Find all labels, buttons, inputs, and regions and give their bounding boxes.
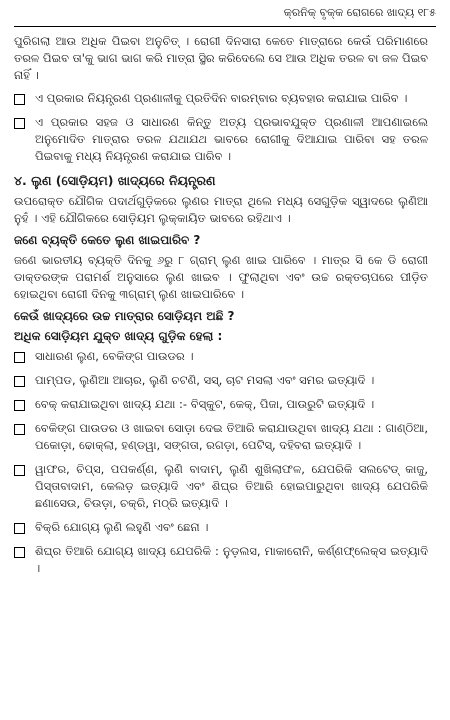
section-heading: ୪. ଲୁଣ (ସୋଡ଼ିୟମ) ଖାଦ୍ୟରେ ନିୟନ୍ତ୍ରଣ [14, 173, 216, 188]
list-item-text: ବେକ୍ କରାଯାଇଥିବା ଖାଦ୍ୟ ଯଥା :- ବିସ୍କୁଟ, କେକ୍, ପିଜା, ପାଉରୁଟି ଇତ୍ୟାଦି । [35, 397, 375, 411]
intro-paragraph: ପୁରିଗଲା ଆଉ ଅଧିକ ପିଇବା ଅନୁଚିତ୍ । ରୋଗୀ ଦିନସାରା କେତେ ମାତ୍ରାରେ କେଉଁ ପରିମାଣରେ ତରଳ ପିଇବ ତା'କୁ ଭାଗ ଭାଗ କରି ମାତ୍ରା ସ୍ଥିର କରିଦେଲେ ସେ ଆଉ ଅଧିକ ତରଳ ବା ଜଳ ପିଇବ ନାହିଁ । [14, 34, 428, 82]
checkbox-square-icon [14, 400, 25, 411]
list-item-text: ଏ ପ୍ରକାର ସହଜ ଓ ସାଧାରଣ କିନ୍ତୁ ଅତ୍ୟ ପ୍ରଭାବଯୁକ୍ତ ପ୍ରଣାଳୀ ଆପଣାଇଲେ ଅନୁମୋଦିତ ମାତ୍ରାର ତରଳ ଯଥାଯଥ ଭାବରେ ରୋଗୀକୁ ଦିଆଯାଇ ପାରିବା ସହ ତରଳ ପିଇବାକୁ ମଧ୍ୟ ନିୟନ୍ତ୍ରଣ କରାଯାଇ ପାରିବ । [35, 115, 428, 163]
list-item-text: ଶିଘ୍ର ତିଆରି ଯୋଗ୍ୟ ଖାଦ୍ୟ ଯେପରିକି : ନୁଡ଼ଲସ, ମାକାରୋନି, କର୍ଣ୍ଣଫ୍ଲେକ୍ସ ଇତ୍ୟାଦି । [35, 544, 428, 575]
list-item [14, 348, 428, 365]
list-item-text: ବିକ୍ରି ଯୋଗ୍ୟ ଲୁଣି ଲହୁଣି ଏବଂ ଛେନା । [35, 520, 209, 534]
list-item [14, 519, 428, 536]
list-item [14, 396, 428, 413]
list-heading: ଅଧିକ ସୋଡ଼ିୟମ ଯୁକ୍ତ ଖାଦ୍ୟ ଗୁଡ଼ିକ ହେଲା : [14, 329, 223, 343]
list-item [14, 372, 428, 389]
checkbox-square-icon [14, 352, 25, 363]
list-item [14, 461, 428, 512]
checkbox-square-icon [14, 523, 25, 534]
subsection-heading: କେଉଁ ଖାଦ୍ୟରେ ଉଚ୍ଚ ମାତ୍ରାର ସୋଡ଼ିୟମ ଅଛି ? [14, 309, 235, 323]
checkbox-square-icon [14, 94, 25, 105]
subsection-heading: ଜଣେ ବ୍ୟକ୍ତି କେତେ ଲୁଣ ଖାଇପାରିବ ? [14, 233, 201, 247]
checkbox-square-icon [14, 376, 25, 387]
checkbox-square-icon [14, 118, 25, 129]
checkbox-square-icon [14, 547, 25, 558]
checkbox-square-icon [14, 465, 25, 476]
list-item-text: ପାମ୍ପଡ, ଲୁଣିଆ ଆଚାର, ଲୁଣି ଚଟଣି, ସସ୍, ଚାଟ ମସଲା ଏବଂ ସମର ଇତ୍ୟାଦି । [35, 373, 375, 387]
checkbox-square-icon [14, 424, 25, 435]
list-item [14, 543, 428, 577]
section-paragraph: ଉପରୋକ୍ତ ଯୌଗିକ ପଦାର୍ଥଗୁଡ଼ିକରେ ଲୁଣର ମାତ୍ରା ଥିଲେ ମଧ୍ୟ ସେଗୁଡ଼ିକ ସ୍ୱାଦରେ ଲୁଣିଆ ନୁହଁ । ଏହି ଯୌଗିକରେ ସୋଡ଼ିୟମ ଲୁକ୍କାୟିତ ଭାବରେ ରହିଥାଏ । [14, 194, 428, 225]
list-item [14, 114, 428, 165]
running-header-title: କ୍ରନିକ୍ ବୃକ୍କ ରୋଗରେ ଖାଦ୍ୟ ୧୮୫ [283, 6, 436, 19]
subsection-paragraph: ଜଣେ ଭାରତୀୟ ବ୍ୟକ୍ତି ଦିନକୁ ୬ରୁ ୮ ଗ୍ରାମ୍ ଲୁଣ ଖାଇ ପାରିବେ । ମାତ୍ର ସି କେ ଡି ରୋଗୀ ଡାକ୍ତରଙ୍କ ପରାମର୍ଶ ଅନୁସାରେ ଲୁଣ ଖାଇବ । ଫୁଲାଥିବା ଏବଂ ଉଚ୍ଚ ରକ୍ତଚାପରେ ପୀଡ଼ିତ ହୋଇଥିବା ରୋଗୀ ଦିନକୁ ୩ଗ୍ରାମ୍ ଲୁଣ ଖାଇପାରିବେ । [14, 253, 428, 301]
list-item [14, 420, 428, 454]
running-header [14, 0, 436, 27]
list-item-text: ଏ ପ୍ରକାର ନିୟନ୍ତ୍ରଣ ପ୍ରଣାଳୀକୁ ପ୍ରତିଦିନ ବାରମ୍ବାର ବ୍ୟବହାର କରାଯାଇ ପାରିବ । [35, 91, 408, 105]
list-item [14, 90, 428, 107]
list-item-text: ବେକିଙ୍ଗ ପାଉଡର ଓ ଖାଇବା ସୋଡ଼ା ଦେଇ ତିଆରି କରାଯାଉଥିବା ଖାଦ୍ୟ ଯଥା : ଗାଣ୍ଠିଆ, ପକୋଡ଼ା, ଢୋକ୍ଲା, ହଣ୍ଡୱା, ସଙ୍ଗତା, ରଗଡ଼ା, ପେଟିସ୍, ଦହିବରା ଇତ୍ୟାଦି । [35, 421, 428, 452]
list-item-text: ୱାଫର, ଚିପ୍ସ, ପପକର୍ଣ୍ଣ, ଲୁଣି ବାଦାମ୍, ଲୁଣି ଶୁଖିଲାଫଳ, ଯେପରିକି ସଲଟେଡ୍ କାଜୁ, ପିସ୍ତାବାଦାମ, କେଲଡ଼ ଇତ୍ୟାଦି ଏବଂ ଶିଘ୍ର ତିଆରି ହୋଇପାରୁଥିବା ଖାଦ୍ୟ ଯେପରିକି ଛଣାସେଉ, ଚିଉଡ଼ା, ଚକ୍ରି, ମଠ୍ରି ଇତ୍ୟାଦି । [35, 462, 428, 510]
list-item-text: ସାଧାରଣ ଲୁଣ, ବେକିଙ୍ଗ ପାଉଡର । [35, 349, 194, 363]
